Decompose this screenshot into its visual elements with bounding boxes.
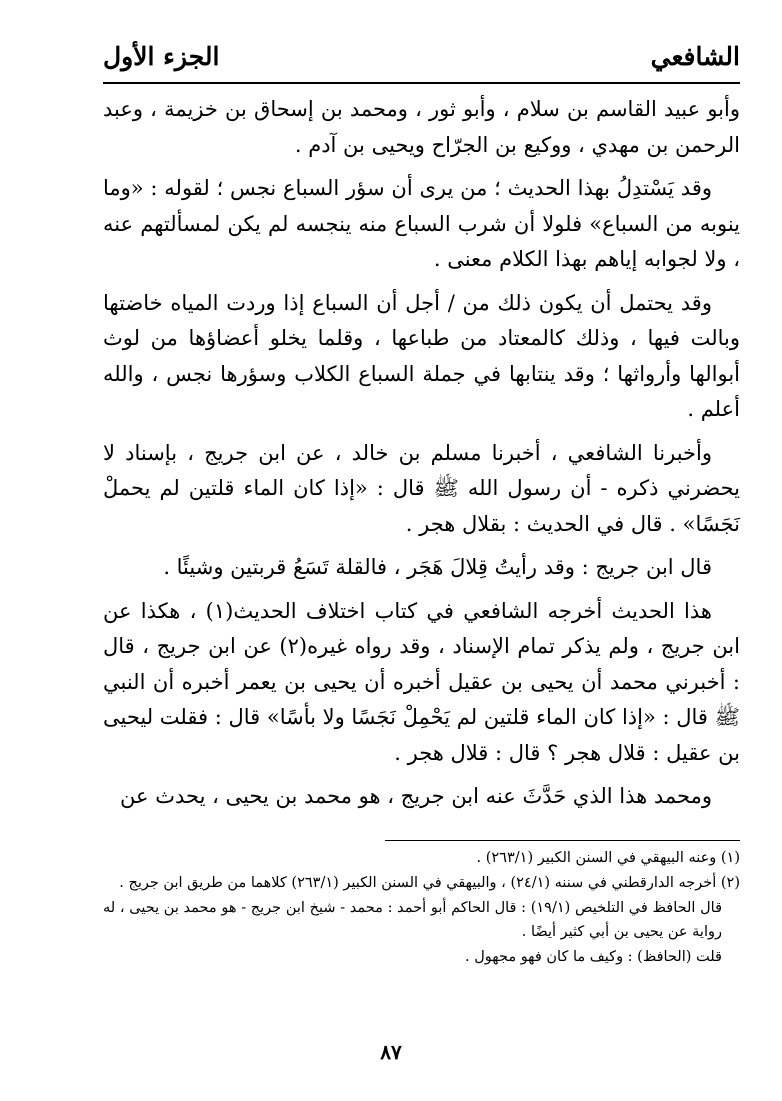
footnote-divider [385,840,740,841]
paragraph-2: وقد يَسْتدِلُ بهذا الحديث ؛ من يرى أن سؤر السباع نجس ؛ لقوله : «وما ينوبه من السباع» فلولا أن شرب السباع منه ينجسه لم يكن لمسألتهم عنه ، ولا لجوابه إياهم بهذا الكلام معنى . [103,176,740,271]
footnote-2-note: قلت (الحافظ) : وكيف ما كان فهو مجهول . [465,949,722,965]
paragraph-6: هذا الحديث أخرجه الشافعي في كتاب اختلاف الحديث(١) ، هكذا عن ابن جريج ، ولم يذكر تمام الإسناد ، وقد رواه غيره(٢) عن ابن جريج ، قال : أخبرني محمد أن يحيى بن عقيل أخبره أن يحيى بن يعمر أخبره أن النبي ﷺ قال : «إذا كان الماء قلتين لم يَحْمِلْ نَجَسًا ولا بأسًا» قال : فقلت ليحيى بن عقيل : قلال هجر ؟ قال : قلال هجر . [103,598,740,765]
paragraph-5: قال ابن جريج : وقد رأيتُ قِلالَ هَجَر ، فالقلة تَسَعُ قربتين وشيئًا . [163,555,712,579]
paragraph-7: ومحمد هذا الذي حَدَّثَ عنه ابن جريج ، هو محمد بن يحيى ، يحدث عن [120,784,712,808]
page-number: ٨٧ [380,1040,402,1064]
paragraph-1: وأبو عبيد القاسم بن سلام ، وأبو ثور ، ومحمد بن إسحاق بن خزيمة ، وعبد الرحمن بن مهدي ، ووكيع بن الجرّاح ويحيى بن آدم . [103,97,740,157]
running-header [103,38,740,78]
paragraph-3: وقد يحتمل أن يكون ذلك من / أجل أن السباع إذا وردت المياه خاضتها وبالت فيها ، وذلك كالمعتاد من طباعها ، وقلما يخلو أعضاؤها من لوث أبوالها وأرواثها ؛ وقد ينتابها في جملة السباع الكلاب وسؤرها نجس ، والله أعلم . [103,290,740,421]
footnotes [103,846,740,970]
header-divider [103,82,740,84]
footnote-1: (١) وعنه البيهقي في السنن الكبير (٢٦٣/١) . [476,850,740,866]
book-title: الشافعي [650,42,740,71]
part-label: الجزء الأول [103,42,220,71]
paragraph-4: وأخبرنا الشافعي ، أخبرنا مسلم بن خالد ، عن ابن جريج ، بإسناد لا يحضرني ذكره - أن رسول الله ﷺ قال : «إذا كان الماء قلتين لم يحملْ نَجَسًا» . قال في الحديث : بقلال هجر . [103,440,740,536]
footnote-2-comment: قال الحافظ في التلخيص (١٩/١) : قال الحاكم أبو أحمد : محمد - شيخ ابن جريج - هو محمد بن يحيى ، له رواية عن يحيى بن أبي كثير أيضًا . [103,900,723,940]
main-text [103,92,740,823]
footnote-2: (٢) أخرجه الدارقطني في سننه (٢٤/١) ، والبيهقي في السنن الكبير (٢٦٣/١) كلاهما من طريق ابن جريج . [119,875,740,891]
